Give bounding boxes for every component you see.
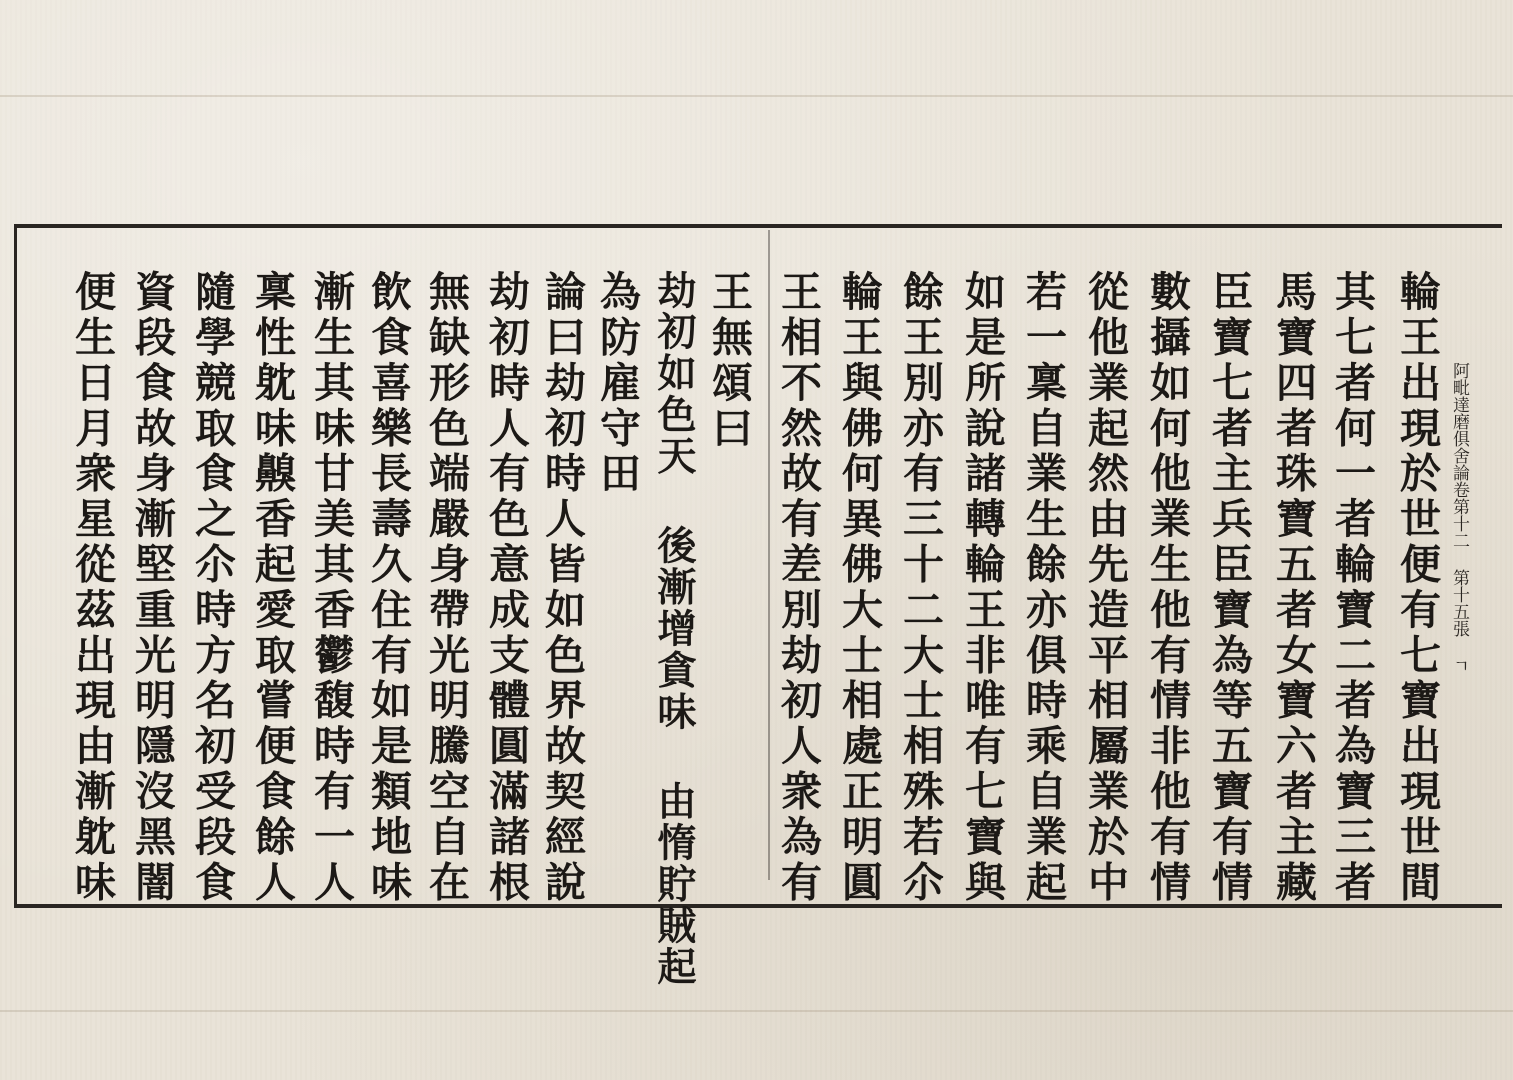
center-divider-line bbox=[768, 230, 770, 880]
text-column: 輪王出現於世便有七寶出現世間 bbox=[1393, 270, 1441, 906]
text-column: 數攝如何他業生他有情非他有情 bbox=[1143, 270, 1191, 906]
text-column: 無缺形色端嚴身帶光明騰空自在 bbox=[422, 270, 470, 906]
text-column: 便生日月衆星從茲出現由漸躭味 bbox=[68, 270, 116, 906]
text-column: 王無頌曰 bbox=[705, 270, 753, 452]
paper-fold-line bbox=[0, 95, 1513, 97]
text-column: 隨學競取食之尒時方名初受段食 bbox=[188, 270, 236, 906]
verse-column: 為防雇守田 bbox=[593, 270, 641, 497]
text-column: 餘王別亦有三十二大士相殊若尒 bbox=[896, 270, 944, 906]
text-column: 漸生其味甘美其香鬱馥時有一人 bbox=[307, 270, 355, 906]
text-column: 王相不然故有差別劫初人衆為有 bbox=[774, 270, 822, 906]
verse-column: 劫初如色天 後漸增貪味 由惰貯賊起 bbox=[651, 270, 697, 988]
text-column: 輪王與佛何異佛大士相處正明圓 bbox=[835, 270, 883, 906]
text-column: 資段食故身漸堅重光明隱沒黑闇 bbox=[128, 270, 176, 906]
text-column: 其七者何一者輪寶二者為寶三者 bbox=[1328, 270, 1376, 906]
page-header-volume-label: 阿毗達磨俱舍論卷第十二 第十五張 ㄱ bbox=[1449, 362, 1469, 674]
text-column: 稟性躭味齅香起愛取嘗便食餘人 bbox=[248, 270, 296, 906]
text-column: 馬寶四者珠寶五者女寶六者主藏 bbox=[1269, 270, 1317, 906]
paper-fold-line bbox=[0, 1010, 1513, 1012]
text-column: 論曰劫初時人皆如色界故契經說 bbox=[538, 270, 586, 906]
text-column: 劫初時人有色意成支體圓滿諸根 bbox=[482, 270, 530, 906]
text-column: 若一稟自業生餘亦俱時乘自業起 bbox=[1019, 270, 1067, 906]
text-column: 從他業起然由先造平相屬業於中 bbox=[1081, 270, 1129, 906]
text-column: 臣寶七者主兵臣寶為等五寶有情 bbox=[1205, 270, 1253, 906]
text-column: 飲食喜樂長壽久住有如是類地味 bbox=[364, 270, 412, 906]
text-column: 如是所說諸轉輪王非唯有七寶與 bbox=[958, 270, 1006, 906]
